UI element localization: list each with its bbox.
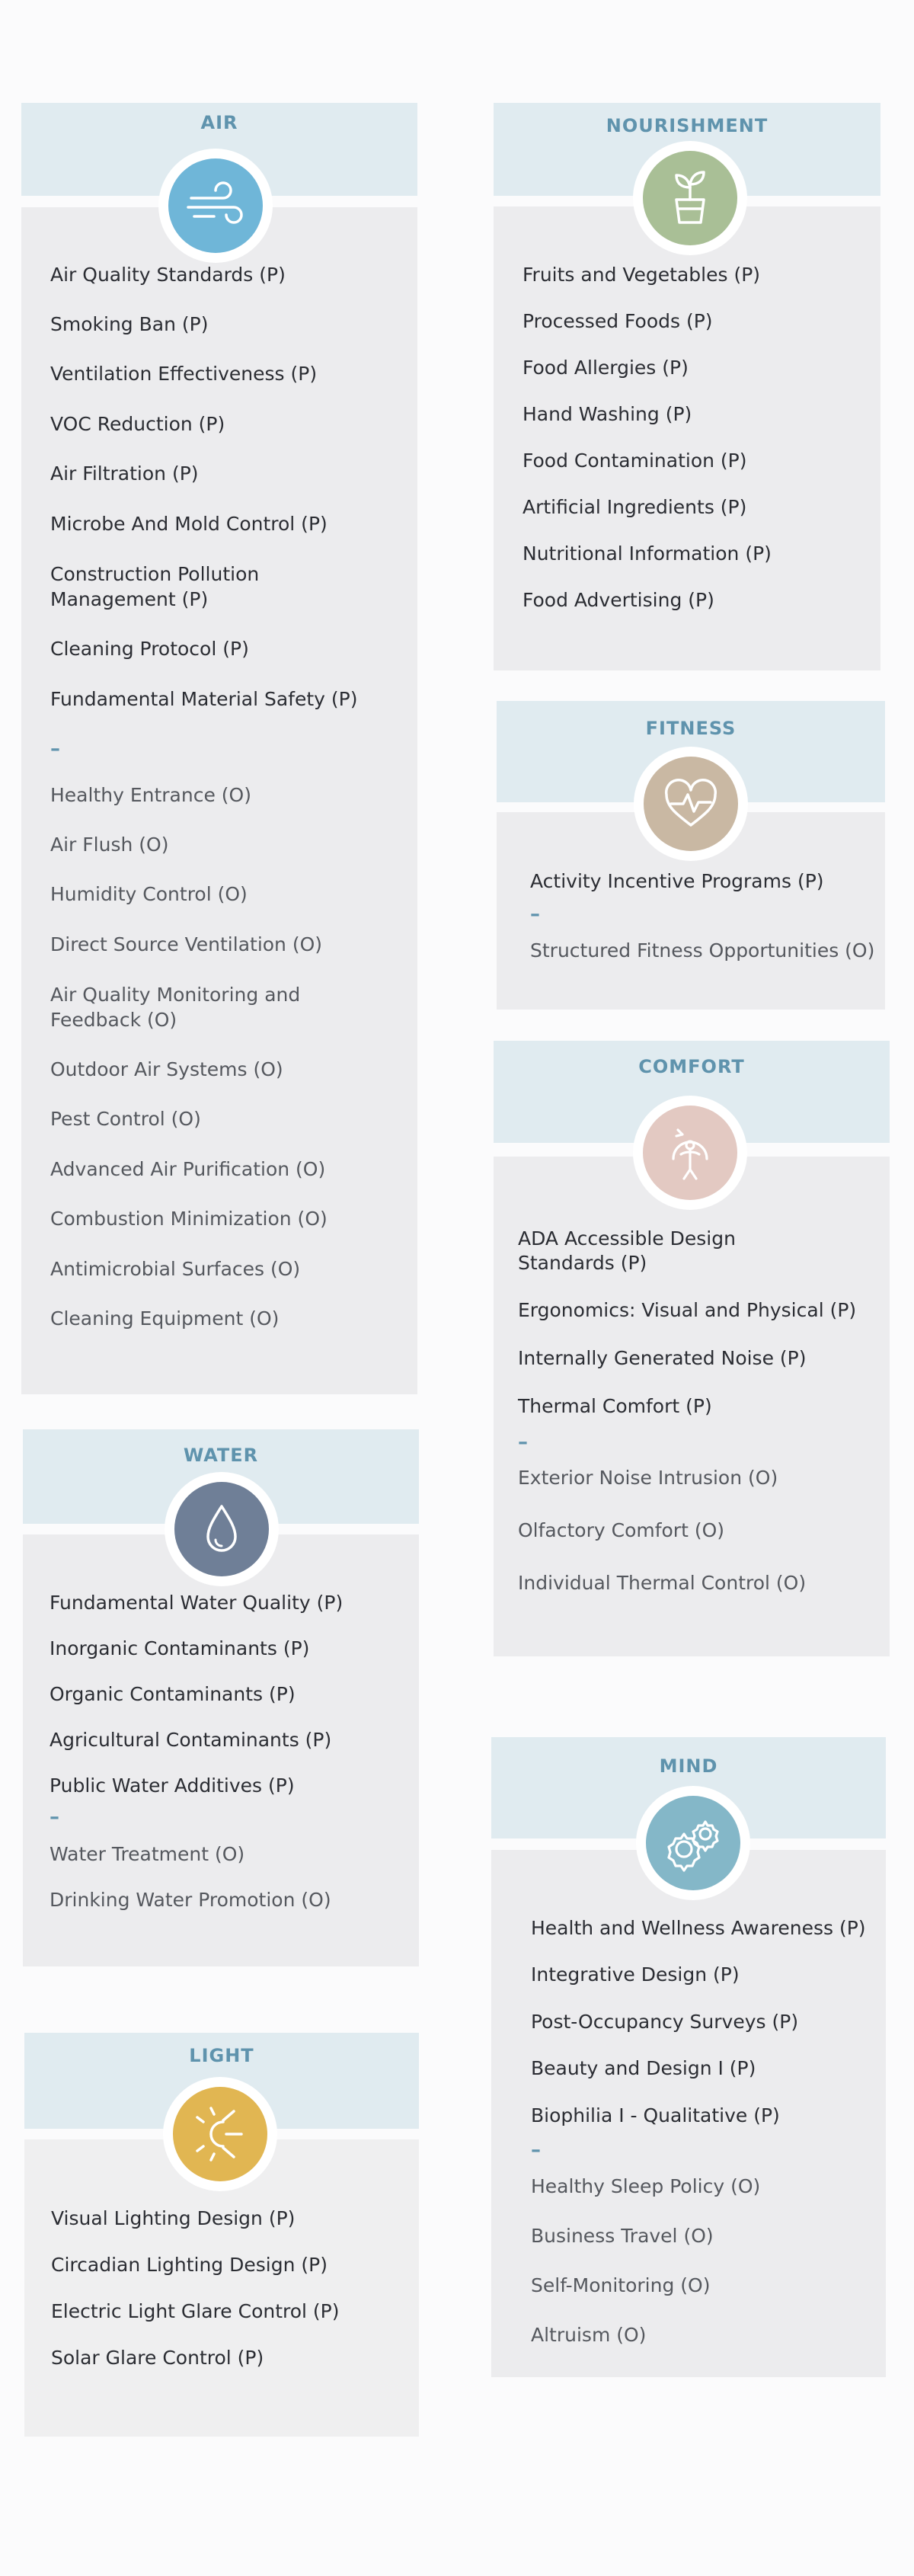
card-title-light: LIGHT bbox=[189, 2045, 254, 2066]
list-item: Humidity Control (O) bbox=[50, 883, 248, 905]
list-item: Internally Generated Noise (P) bbox=[518, 1347, 807, 1369]
list-item: Biophilia I - Qualitative (P) bbox=[531, 2104, 780, 2126]
list-item: Hand Washing (P) bbox=[523, 403, 692, 425]
list-item: Fundamental Material Safety (P) bbox=[50, 688, 358, 710]
list-item: Inorganic Contaminants (P) bbox=[50, 1637, 310, 1659]
list-item: Public Water Additives (P) bbox=[50, 1774, 295, 1797]
card-title-nourishment: NOURISHMENT bbox=[606, 115, 769, 136]
divider-dash: – bbox=[530, 903, 540, 926]
list-item: Food Allergies (P) bbox=[523, 357, 689, 379]
list-item: Solar Glare Control (P) bbox=[51, 2347, 264, 2369]
badge-water bbox=[165, 1472, 279, 1586]
list-item: Thermal Comfort (P) bbox=[518, 1395, 712, 1417]
divider-dash: – bbox=[50, 738, 60, 760]
heart-pulse-icon bbox=[644, 757, 738, 851]
list-item: Construction Pollution bbox=[50, 563, 260, 585]
card-title-mind: MIND bbox=[659, 1755, 718, 1777]
card-light bbox=[24, 2033, 419, 2437]
list-item: Self-Monitoring (O) bbox=[531, 2274, 711, 2296]
list-item: Pest Control (O) bbox=[50, 1108, 201, 1130]
list-item: Outdoor Air Systems (O) bbox=[50, 1058, 283, 1080]
badge-fitness bbox=[634, 747, 748, 861]
list-item: Air Filtration (P) bbox=[50, 462, 199, 485]
list-item: Air Quality Standards (P) bbox=[50, 264, 286, 286]
list-item: Processed Foods (P) bbox=[523, 310, 713, 332]
list-item: Ventilation Effectiveness (P) bbox=[50, 363, 318, 385]
divider-dash: – bbox=[518, 1431, 528, 1454]
list-item: Antimicrobial Surfaces (O) bbox=[50, 1258, 301, 1280]
list-item: Ergonomics: Visual and Physical (P) bbox=[518, 1299, 857, 1321]
list-item: Air Quality Monitoring and bbox=[50, 984, 301, 1006]
list-item: Direct Source Ventilation (O) bbox=[50, 933, 323, 955]
card-title-fitness: FITNESS bbox=[645, 718, 737, 739]
list-item: Nutritional Information (P) bbox=[523, 542, 772, 565]
list-item: Air Flush (O) bbox=[50, 834, 169, 856]
list-item: ADA Accessible Design bbox=[518, 1227, 736, 1250]
card-title-water: WATER bbox=[183, 1445, 259, 1466]
list-item: Food Advertising (P) bbox=[523, 589, 714, 611]
card-title-comfort: COMFORT bbox=[638, 1056, 745, 1077]
card-title-air: AIR bbox=[200, 112, 238, 133]
list-item: Management (P) bbox=[50, 588, 209, 610]
list-item: Post-Occupancy Surveys (P) bbox=[531, 2011, 799, 2033]
list-item: Cleaning Protocol (P) bbox=[50, 638, 249, 660]
list-item: Olfactory Comfort (O) bbox=[518, 1519, 725, 1541]
divider-dash: – bbox=[531, 2139, 541, 2162]
card-fitness bbox=[497, 701, 885, 1010]
list-item: Health and Wellness Awareness (P) bbox=[531, 1917, 866, 1939]
badge-comfort bbox=[633, 1096, 747, 1210]
sun-icon bbox=[173, 2087, 267, 2181]
list-item: Smoking Ban (P) bbox=[50, 313, 209, 335]
list-item: Advanced Air Purification (O) bbox=[50, 1158, 326, 1180]
list-item: Feedback (O) bbox=[50, 1009, 177, 1031]
badge-air bbox=[158, 149, 273, 263]
list-item: Altruism (O) bbox=[531, 2324, 647, 2346]
gears-icon bbox=[646, 1796, 740, 1890]
list-item: Individual Thermal Control (O) bbox=[518, 1572, 807, 1594]
list-item: Activity Incentive Programs (P) bbox=[530, 870, 824, 892]
card-mind bbox=[491, 1737, 886, 2377]
list-item: Business Travel (O) bbox=[531, 2225, 714, 2247]
list-item: Integrative Design (P) bbox=[531, 1963, 740, 1986]
list-item: VOC Reduction (P) bbox=[50, 413, 225, 435]
list-item: Microbe And Mold Control (P) bbox=[50, 513, 328, 535]
list-item: Structured Fitness Opportunities (O) bbox=[530, 939, 875, 962]
card-nourishment bbox=[494, 103, 880, 670]
potted-plant-icon bbox=[643, 151, 737, 245]
list-item: Electric Light Glare Control (P) bbox=[51, 2300, 340, 2322]
water-drop-icon bbox=[174, 1482, 269, 1576]
person-comfort-icon bbox=[643, 1106, 737, 1200]
badge-mind bbox=[636, 1786, 750, 1900]
badge-nourishment bbox=[633, 141, 747, 255]
list-item: Cleaning Equipment (O) bbox=[50, 1307, 280, 1330]
list-item: Combustion Minimization (O) bbox=[50, 1208, 328, 1230]
list-item: Fruits and Vegetables (P) bbox=[523, 264, 761, 286]
list-item: Beauty and Design I (P) bbox=[531, 2057, 756, 2079]
card-air bbox=[21, 103, 417, 1394]
card-comfort bbox=[494, 1041, 890, 1656]
list-item: Circadian Lighting Design (P) bbox=[51, 2254, 328, 2276]
divider-dash: – bbox=[50, 1806, 59, 1829]
list-item: Agricultural Contaminants (P) bbox=[50, 1729, 332, 1751]
list-item: Food Contamination (P) bbox=[523, 450, 747, 472]
list-item: Exterior Noise Intrusion (O) bbox=[518, 1467, 778, 1489]
list-item: Fundamental Water Quality (P) bbox=[50, 1592, 344, 1614]
badge-light bbox=[163, 2077, 277, 2191]
list-item: Water Treatment (O) bbox=[50, 1843, 245, 1865]
list-item: Healthy Entrance (O) bbox=[50, 784, 251, 806]
list-item: Artificial Ingredients (P) bbox=[523, 496, 747, 518]
wind-icon bbox=[168, 158, 263, 253]
list-item: Drinking Water Promotion (O) bbox=[50, 1889, 331, 1911]
list-item: Healthy Sleep Policy (O) bbox=[531, 2175, 761, 2197]
list-item: Visual Lighting Design (P) bbox=[51, 2207, 296, 2229]
list-item: Organic Contaminants (P) bbox=[50, 1683, 296, 1705]
card-water bbox=[23, 1429, 419, 1966]
list-item: Standards (P) bbox=[518, 1252, 647, 1274]
